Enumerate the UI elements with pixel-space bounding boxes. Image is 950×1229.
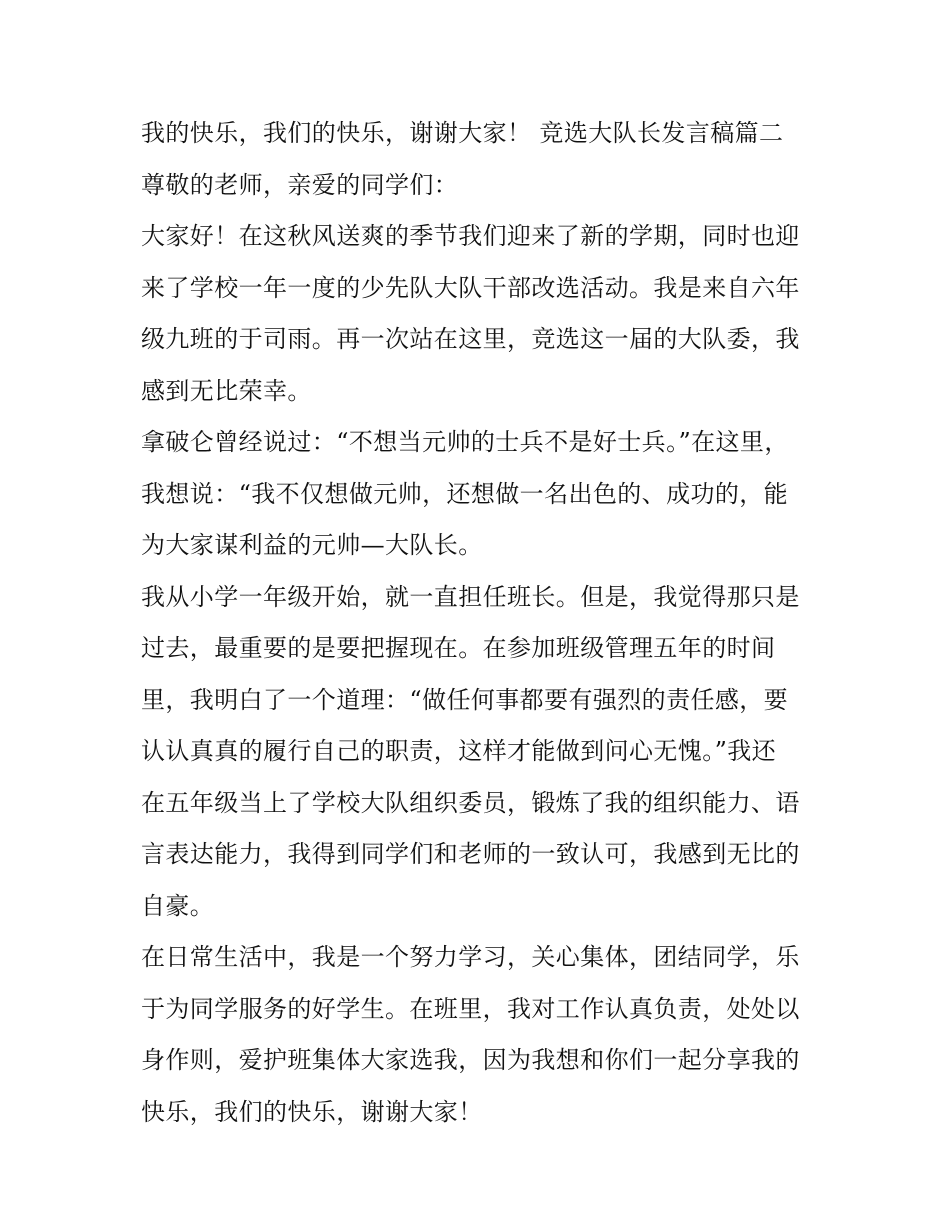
text-line: 过去，最重要的是要把握现在。在参加班级管理五年的时间 [141,634,776,662]
text-line: 里，我明白了一个道理：“做任何事都要有强烈的责任感，要 [141,685,789,714]
text-line: 认认真真的履行自己的职责，这样才能做到问心无愧。”我还 [141,737,777,765]
text-line: 级九班的于司雨。再一次站在这里，竞选这一届的大队委，我 [141,325,800,353]
text-line: 尊敬的老师，亲爱的同学们： [141,170,459,199]
text-line: 我想说：“我不仅想做元帅，还想做一名出色的、成功的，能 [141,479,789,508]
text-line: 为大家谋利益的元帅—大队长。 [141,531,483,559]
document-body [141,108,821,1138]
text-line: 在五年级当上了学校大队组织委员，锻炼了我的组织能力、语 [141,788,800,817]
text-line: 在日常生活中，我是一个努力学习，关心集体，团结同学，乐 [141,943,800,971]
text-line: 身作则，爱护班集体大家选我，因为我想和你们一起分享我的 [141,1046,800,1074]
text-line: 来了学校一年一度的少先队大队干部改选活动。我是来自六年 [141,273,800,302]
text-line: 我的快乐，我们的快乐，谢谢大家！ 竞选大队长发言稿篇二 [141,119,784,147]
text-line: 大家好！在这秋风送爽的季节我们迎来了新的学期，同时也迎 [141,222,800,250]
text-line: 感到无比荣幸。 [141,376,312,405]
text-line: 于为同学服务的好学生。在班里，我对工作认真负责，处处以 [141,994,800,1023]
text-line: 我从小学一年级开始，就一直担任班长。但是，我觉得那只是 [141,582,800,611]
text-line: 自豪。 [141,891,215,920]
text-line: 快乐，我们的快乐，谢谢大家！ [141,1097,483,1126]
text-line: 言表达能力，我得到同学们和老师的一致认可，我感到无比的 [141,840,800,868]
text-line: 拿破仑曾经说过：“不想当元帅的士兵不是好士兵。”在这里， [141,428,789,456]
